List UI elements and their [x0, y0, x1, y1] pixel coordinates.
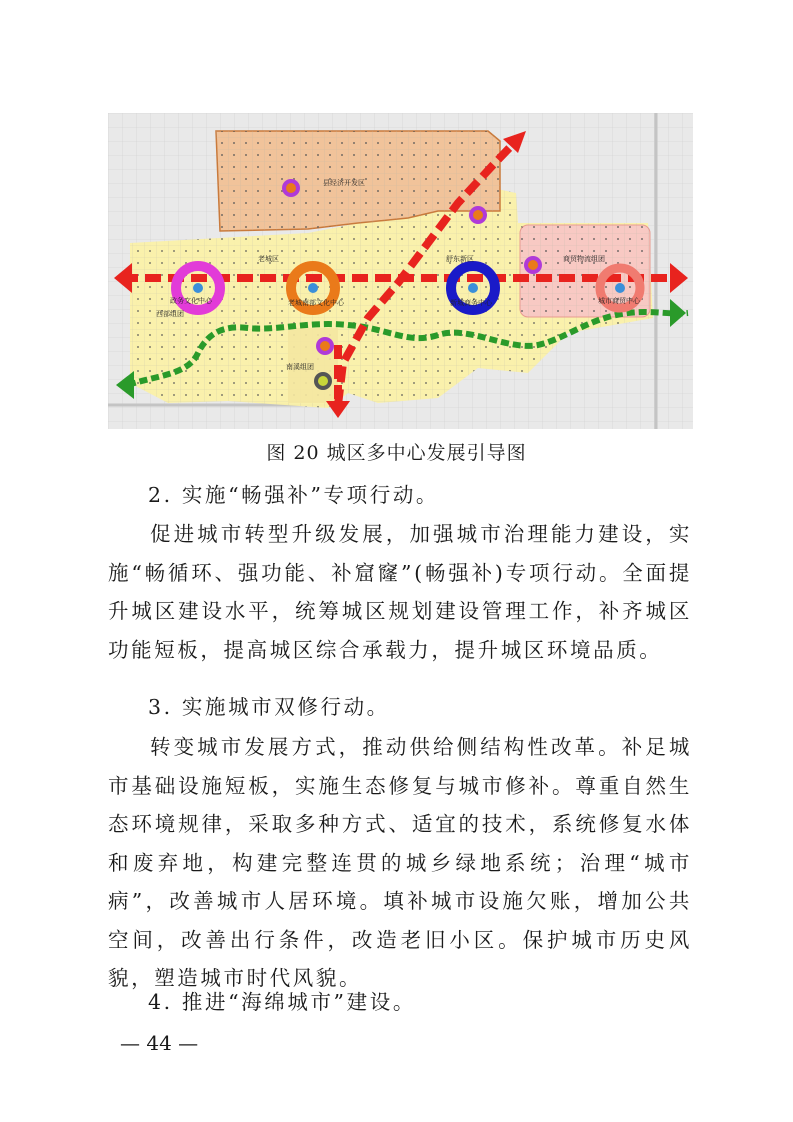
section-4-heading: 4. 推进“海绵城市”建设。 [148, 990, 416, 1014]
sub-center-econ-zone [282, 179, 300, 197]
section-2-body: 促进城市转型升级发展，加强城市治理能力建设，实施“畅循环、强功能、补窟窿”(畅强补)专项行动。全面提升城区建设水平，统筹城区规划建设管理工作，补齐城区功能短板，提高城区综合承载力，提升城区环境品质。 [108, 522, 692, 662]
label-admin-culture: 政务文化中心 [170, 297, 212, 305]
sub-center-south-1 [316, 337, 334, 355]
figure-caption: 图 20 城区多中心发展引导图 [266, 442, 527, 464]
label-east-new-district: 舒东新区 [446, 255, 474, 263]
map-graphic [108, 113, 693, 429]
label-econ-zone: 县经济开发区 [323, 179, 365, 187]
sub-center-south-2 [314, 372, 332, 390]
label-trade-logistics: 商贸物流组团 [563, 255, 605, 263]
section-3-heading: 3. 实施城市双修行动。 [148, 695, 390, 719]
label-new-city-business: 新城商务中心 [450, 299, 492, 307]
page-number: — 44 — [120, 1031, 199, 1055]
city-development-map [108, 113, 693, 429]
label-old-city: 老城区 [258, 255, 279, 263]
sub-center-trade [524, 256, 542, 274]
label-old-city-south: 老城南部文化中心 [288, 299, 344, 307]
label-west-cluster: 西部组团 [156, 310, 184, 318]
label-south-stream: 南溪组团 [286, 363, 314, 371]
sub-center-east [469, 206, 487, 224]
label-city-commerce: 城市商贸中心 [598, 297, 640, 305]
section-3-body: 转变城市发展方式，推动供给侧结构性改革。补足城市基础设施短板，实施生态修复与城市修补。尊重自然生态环境规律，采取多种方式、适宜的技术，系统修复水体和废弃地，构建完整连贯的城乡绿地系统；治理“城市病”，改善城市人居环境。填补城市设施欠账，增加公共空间，改善出行条件，改造老旧小区。保护城市历史风貌，塑造城市时代风貌。 [108, 735, 692, 990]
section-2-heading: 2. 实施“畅强补”专项行动。 [148, 483, 440, 507]
